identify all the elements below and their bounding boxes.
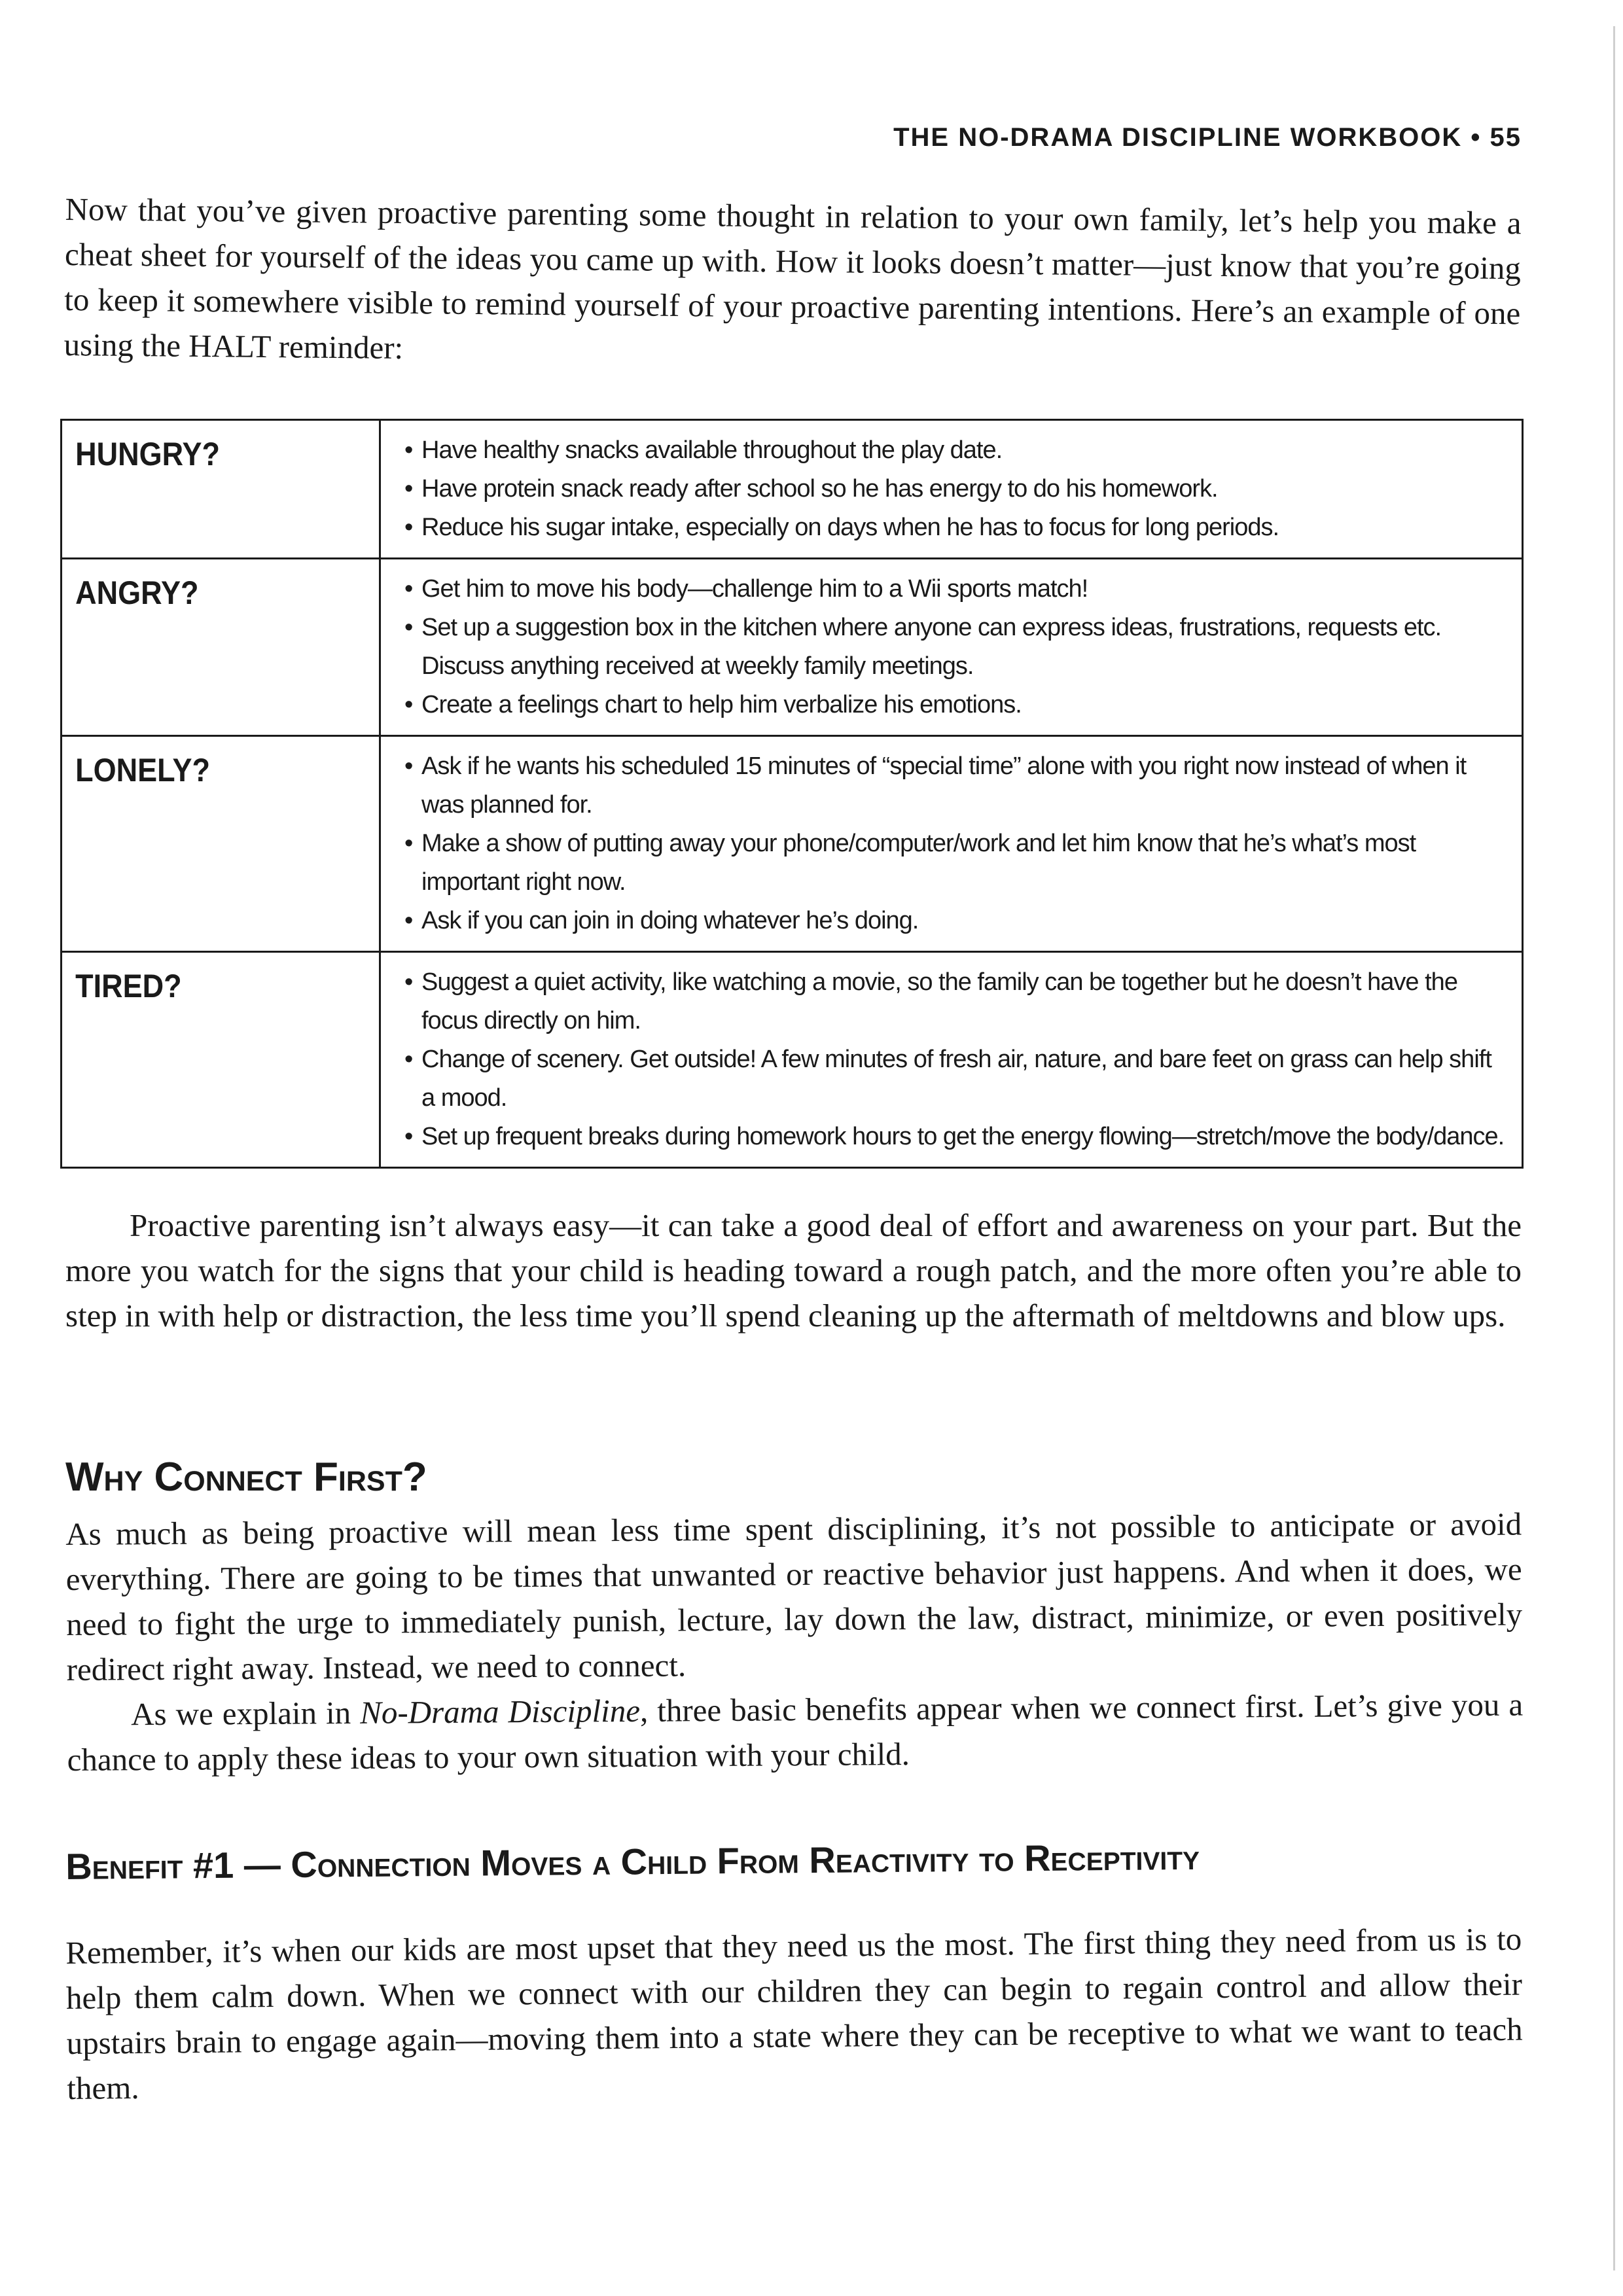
tip-item: • Suggest a quiet activity, like watching a movie, so the family can be together but he doesn’t have the focus directly on him. xyxy=(395,963,1507,1040)
tips-list xyxy=(395,963,1507,1156)
halt-row-label: LONELY? xyxy=(62,736,348,952)
intro-paragraph: Now that you’ve given proactive parenting some thought in relation to your own family, let’s help you make a cheat sheet for yourself of the ideas you came up with. How it looks doesn’t matter—just know that you’re going to keep it somewhere visible to remind yourself of your proactive parenting intentions. Here’s an example of one using the HALT reminder: xyxy=(63,190,1522,366)
tip-item: • Make a show of putting away your phone/computer/work and let him know that he’s what’s most important right now. xyxy=(395,824,1507,902)
tip-item: • Reduce his sugar intake, especially on days when he has to focus for long periods. xyxy=(395,508,1507,547)
tip-item: • Get him to move his body—challenge him to a Wii sports match! xyxy=(395,570,1507,609)
halt-row-hungry xyxy=(62,420,1523,559)
book-title-reference: No-Drama Discipline xyxy=(359,1692,641,1731)
running-head: THE NO-DRAMA DISCIPLINE WORKBOOK • 55 xyxy=(893,123,1522,152)
why-connect-paragraph-2-end: , three basic benefits appear when we connect first. Let’s give you a chance to apply these ideas to your own situation with your child. xyxy=(67,1686,1524,1778)
tips-list xyxy=(395,570,1507,724)
benefit-1-paragraph: Remember, it’s when our kids are most upset that they need us the most. The first thing they need from us is to help them calm down. When we connect with our children they can begin to regain control and allow their upstairs brain to engage again—moving them into a state where they can be receptive to what we want to teach them. xyxy=(65,1920,1523,2106)
why-connect-block xyxy=(65,1501,1524,1782)
why-connect-paragraph-1: As much as being proactive will mean less time spent disciplining, it’s not possible to anticipate or avoid everything. There are going to be times that unwanted or reactive behavior just happens. And when it does, we need to fight the urge to immediately punish, lecture, lay down the law, distract, minimize, or even positively redirect right away. Instead, we need to connect. xyxy=(65,1506,1523,1687)
proactive-paragraph-block xyxy=(65,1203,1522,1338)
why-connect-paragraph-2-start: As we explain in xyxy=(130,1694,361,1733)
section-heading-why-connect-first: Why Connect First? xyxy=(65,1455,427,1500)
proactive-paragraph: Proactive parenting isn’t always easy—it can take a good deal of effort and awareness on your part. But the more you watch for the signs that your child is heading toward a rough patch, and the more often you’re able to step in with help or distraction, the less time you’ll spend cleaning up the aftermath of meltdowns and blow ups. xyxy=(65,1207,1522,1333)
halt-row-lonely xyxy=(62,736,1523,952)
section-heading-benefit-1: Benefit #1 — Connection Moves a Child From Reactivity to Receptivity xyxy=(65,1835,1200,1887)
halt-cheat-sheet-table xyxy=(60,419,1524,1169)
halt-row-tired xyxy=(62,952,1523,1168)
why-connect-paragraph-2 xyxy=(67,1682,1524,1782)
tip-item: • Ask if he wants his scheduled 15 minutes of “special time” alone with you right now instead of when it was planned for. xyxy=(395,747,1507,824)
tip-item: • Change of scenery. Get outside! A few minutes of fresh air, nature, and bare feet on grass can help shift a mood. xyxy=(395,1040,1507,1118)
halt-row-angry xyxy=(62,559,1523,736)
intro-paragraph-block xyxy=(63,186,1522,381)
page-edge-shadow xyxy=(1613,26,1615,2270)
tip-item: • Set up frequent breaks during homework hours to get the energy flowing—stretch/move the body/dance. xyxy=(395,1118,1507,1156)
halt-row-tips xyxy=(380,559,1523,736)
tips-list xyxy=(395,431,1507,547)
halt-row-tips xyxy=(380,420,1523,559)
tips-list xyxy=(395,747,1507,940)
tip-item: • Have protein snack ready after school so he has energy to do his homework. xyxy=(395,470,1507,508)
tip-item: • Ask if you can join in doing whatever he’s doing. xyxy=(395,902,1507,940)
tip-item: • Have healthy snacks available throughout the play date. xyxy=(395,431,1507,470)
halt-row-tips xyxy=(380,736,1523,952)
benefit-1-block xyxy=(65,1916,1524,2111)
halt-row-label: ANGRY? xyxy=(62,559,348,736)
halt-row-label: HUNGRY? xyxy=(62,420,348,559)
tip-item: • Set up a suggestion box in the kitchen where anyone can express ideas, frustrations, requests etc. Discuss anything received at weekly family meetings. xyxy=(395,609,1507,686)
halt-row-tips xyxy=(380,952,1523,1168)
halt-row-label: TIRED? xyxy=(62,952,348,1168)
tip-item: • Create a feelings chart to help him verbalize his emotions. xyxy=(395,686,1507,724)
